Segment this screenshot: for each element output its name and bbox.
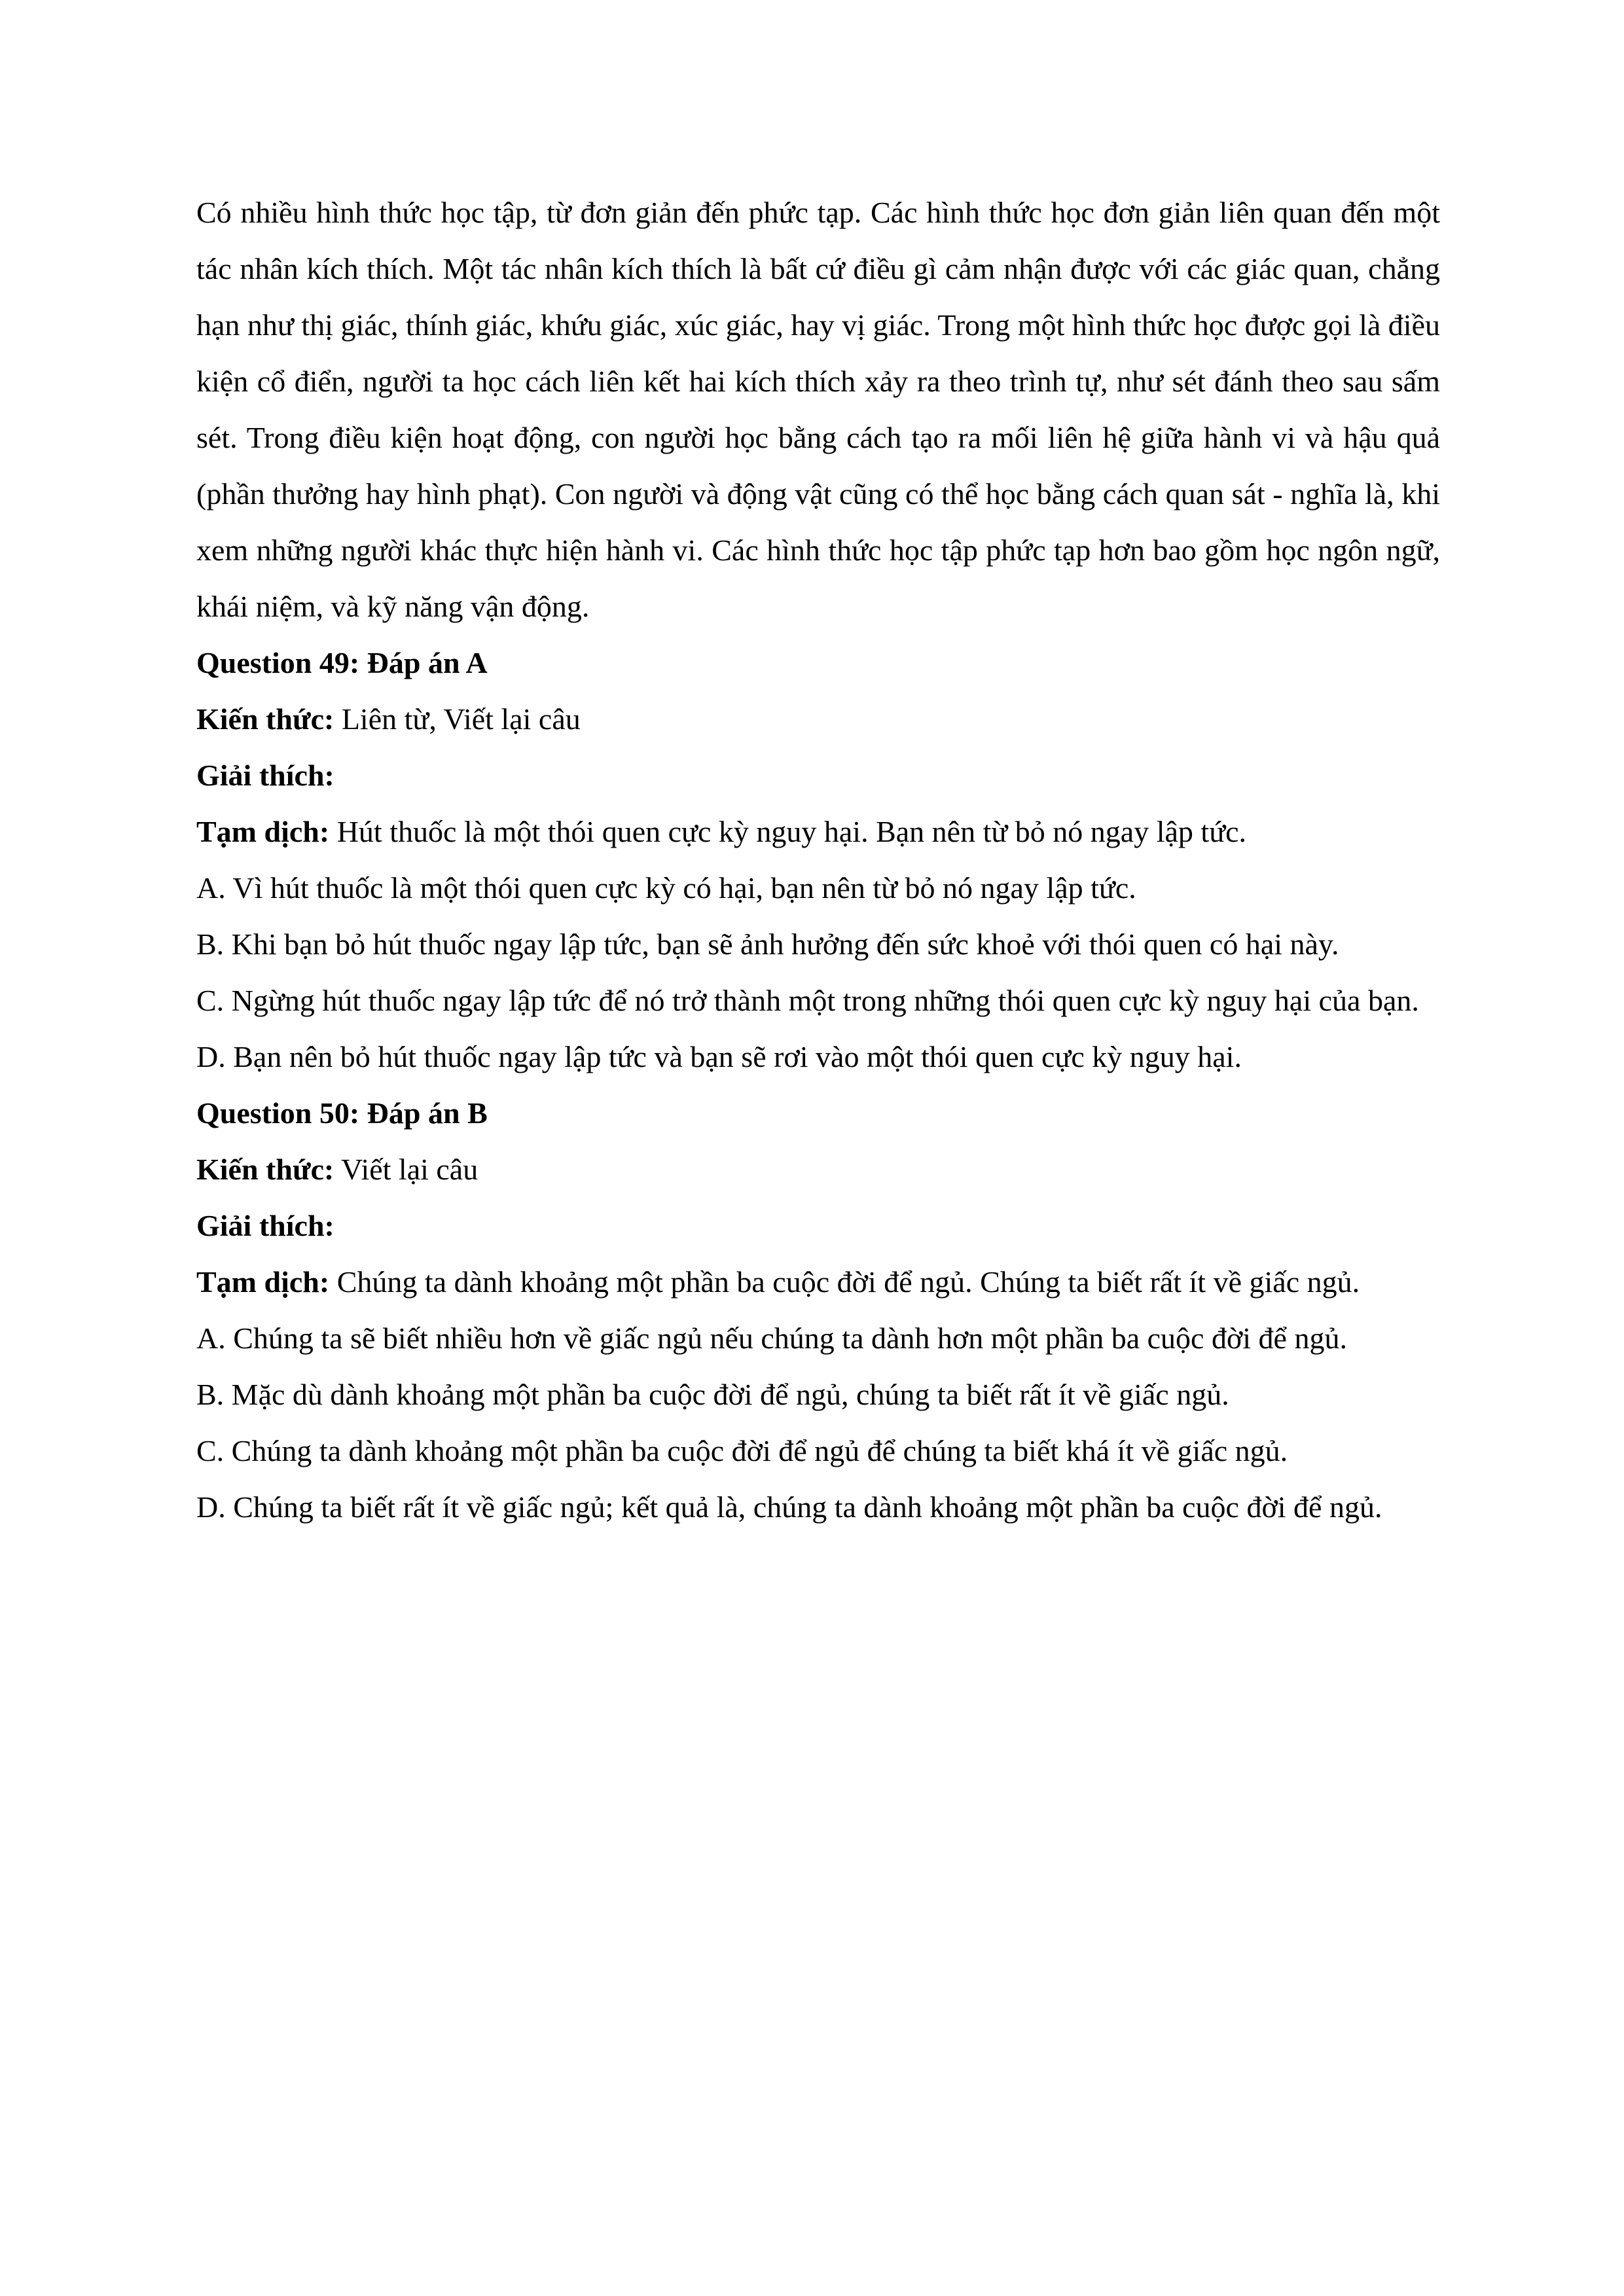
knowledge-value: Liên từ, Viết lại câu (334, 702, 581, 736)
question-49-explanation-label: Giải thích: (196, 759, 334, 792)
question-49-option-b: B. Khi bạn bỏ hút thuốc ngay lập tức, bạn sẽ ảnh hưởng đến sức khoẻ với thói quen có hại này. (196, 927, 1339, 961)
knowledge-label: Kiến thức: (196, 702, 334, 736)
intro-paragraph: Có nhiều hình thức học tập, từ đơn giản đến phức tạp. Các hình thức học đơn giản liên quan đến một tác nhân kích thích. Một tác nhân kích thích là bất cứ điều gì cảm nhận được với các giác quan, chẳng hạn như thị giác, thính giác, khứu giác, xúc giác, hay vị giác. Trong một hình thức học được gọi là điều kiện cổ điển, người ta học cách liên kết hai kích thích xảy ra theo trình tự, như sét đánh theo sau sấm sét. Trong điều kiện hoạt động, con người học bằng cách tạo ra mối liên hệ giữa hành vi và hậu quả (phần thưởng hay hình phạt). Con người và động vật cũng có thể học bằng cách quan sát - nghĩa là, khi xem những người khác thực hiện hành vi. Các hình thức học tập phức tạp hơn bao gồm học ngôn ngữ, khái niệm, và kỹ năng vận động. (196, 196, 1440, 623)
question-49 (196, 635, 1532, 1085)
question-49-option-c: C. Ngừng hút thuốc ngay lập tức để nó trở thành một trong những thói quen cực kỳ nguy hại của bạn. (196, 984, 1419, 1017)
question-50-explanation-label: Giải thích: (196, 1209, 334, 1242)
question-49-knowledge (196, 691, 1532, 747)
question-50-option-b: B. Mặc dù dành khoảng một phần ba cuộc đời để ngủ, chúng ta biết rất ít về giấc ngủ. (196, 1378, 1229, 1411)
question-49-option-a: A. Vì hút thuốc là một thói quen cực kỳ có hại, bạn nên từ bỏ nó ngay lập tức. (196, 871, 1136, 905)
question-49-heading: Question 49: Đáp án A (196, 646, 488, 679)
question-50-option-c: C. Chúng ta dành khoảng một phần ba cuộc đời để ngủ để chúng ta biết khá ít về giấc ngủ. (196, 1434, 1288, 1467)
translation-value: Hút thuốc là một thói quen cực kỳ nguy hại. Bạn nên từ bỏ nó ngay lập tức. (329, 815, 1247, 848)
question-50-translation (196, 1254, 1532, 1310)
question-50-knowledge (196, 1141, 1532, 1198)
question-50 (196, 1085, 1532, 1535)
question-49-translation (196, 804, 1532, 860)
question-50-option-a: A. Chúng ta sẽ biết nhiều hơn về giấc ngủ nếu chúng ta dành hơn một phần ba cuộc đời để ngủ. (196, 1321, 1347, 1355)
document-page (196, 185, 1532, 1535)
knowledge-value: Viết lại câu (334, 1153, 478, 1186)
translation-label: Tạm dịch: (196, 1265, 330, 1299)
translation-label: Tạm dịch: (196, 815, 330, 848)
question-50-heading: Question 50: Đáp án B (196, 1096, 488, 1130)
question-49-option-d: D. Bạn nên bỏ hút thuốc ngay lập tức và bạn sẽ rơi vào một thói quen cực kỳ nguy hại. (196, 1040, 1242, 1073)
question-50-option-d: D. Chúng ta biết rất ít về giấc ngủ; kết quả là, chúng ta dành khoảng một phần ba cuộc đời để ngủ. (196, 1490, 1382, 1524)
knowledge-label: Kiến thức: (196, 1153, 334, 1186)
translation-value: Chúng ta dành khoảng một phần ba cuộc đời để ngủ. Chúng ta biết rất ít về giấc ngủ. (329, 1265, 1360, 1299)
